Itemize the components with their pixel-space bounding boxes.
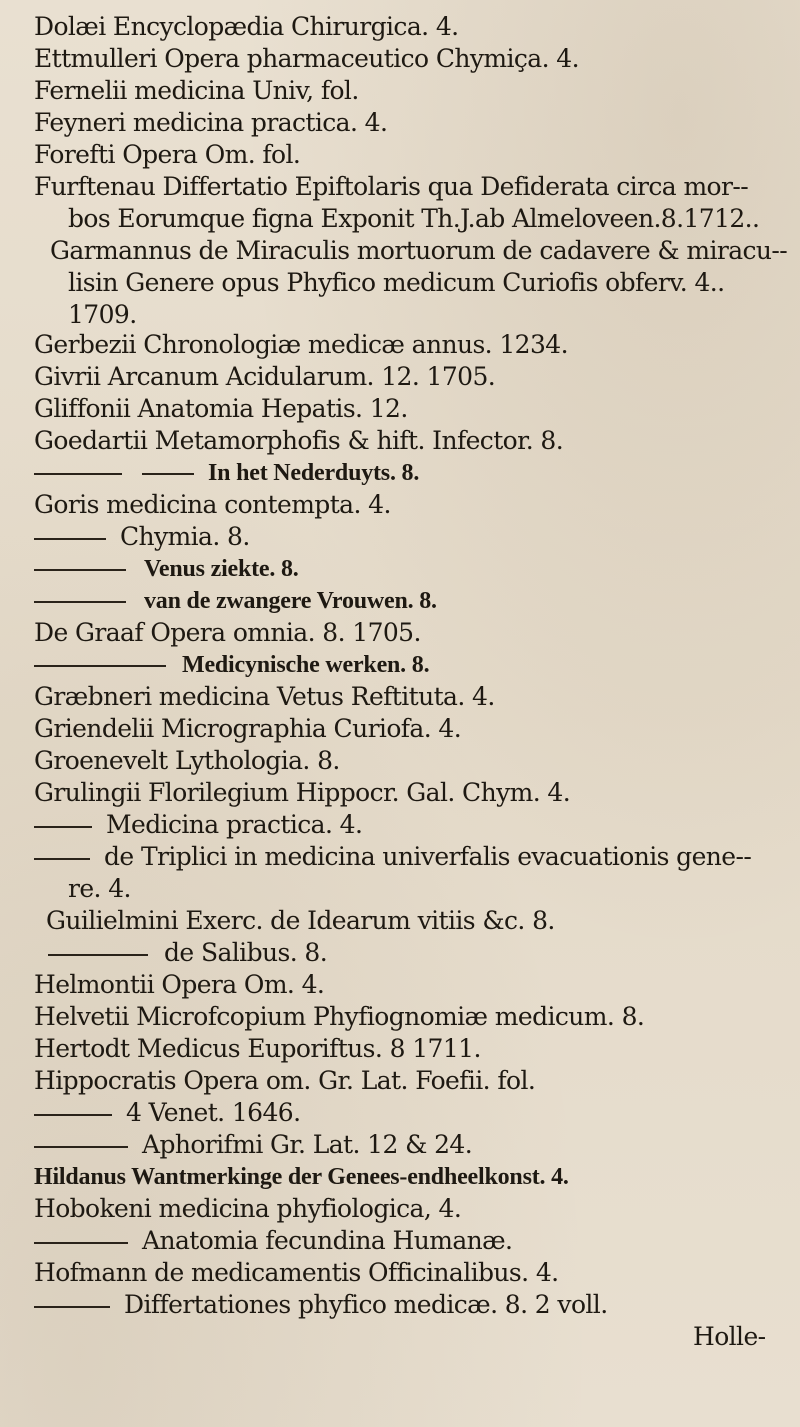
catalog-entry: Ettmulleri Opera pharmaceutico Chymiça. 4. bbox=[34, 44, 579, 73]
catalog-entry: Griendelii Micrographia Curiofa. 4. bbox=[34, 714, 462, 743]
catalog-entry-ditto: Differtationes phyfico medicæ. 8. 2 voll. bbox=[34, 1290, 608, 1320]
ditto-dash bbox=[34, 569, 126, 571]
ditto-dash bbox=[34, 826, 92, 828]
catalog-entry-ditto: Aphorifmi Gr. Lat. 12 & 24. bbox=[34, 1130, 472, 1160]
ditto-dash bbox=[34, 601, 126, 603]
catalog-entry: Hofmann de medicamentis Officinalibus. 4. bbox=[34, 1258, 559, 1287]
catalog-entry: Helvetii Microfcopium Phyfiognomiæ medicum. 8. bbox=[34, 1002, 645, 1031]
catalog-entry-ditto: Medicynische werken. 8. bbox=[34, 650, 429, 680]
catalog-entry: Garmannus de Miraculis mortuorum de cadavere & miracu-- bbox=[50, 236, 788, 265]
ditto-dash bbox=[34, 538, 106, 540]
ditto-dash bbox=[34, 665, 166, 667]
catalog-entry-ditto: de Salibus. 8. bbox=[34, 938, 327, 968]
catalog-entry: Furftenau Differtatio Epiftolaris qua Defiderata circa mor-- bbox=[34, 172, 749, 201]
catalog-entry: Forefti Opera Om. fol. bbox=[34, 140, 301, 169]
ditto-dash bbox=[48, 954, 148, 956]
ditto-dash bbox=[34, 473, 122, 475]
catalog-entry-ditto: Chymia. 8. bbox=[34, 522, 250, 552]
catalog-entry-ditto: In het Nederduyts. 8. bbox=[34, 458, 419, 488]
catalog-entry: Goedartii Metamorphofis & hift. Infector. 8. bbox=[34, 426, 564, 455]
catalog-entry: Gliffonii Anatomia Hepatis. 12. bbox=[34, 394, 408, 423]
catalog-entry-ditto: 4 Venet. 1646. bbox=[34, 1098, 300, 1128]
catalog-entry: Gerbezii Chronologiæ medicæ annus. 1234. bbox=[34, 330, 568, 359]
ditto-dash bbox=[34, 1242, 128, 1244]
catalog-entry: Feyneri medicina practica. 4. bbox=[34, 108, 388, 137]
catalog-entry: Grulingii Florilegium Hippocr. Gal. Chym. 4. bbox=[34, 778, 571, 807]
catalog-entry: Goris medicina contempta. 4. bbox=[34, 490, 391, 519]
catalog-entry-ditto: Medicina practica. 4. bbox=[34, 810, 362, 840]
catalog-entry-continuation: re. 4. bbox=[68, 874, 131, 903]
ditto-dash bbox=[34, 858, 90, 860]
catalog-entry: Hippocratis Opera om. Gr. Lat. Foefii. fol. bbox=[34, 1066, 536, 1095]
ditto-dash bbox=[34, 1146, 128, 1148]
catalog-entry: Guilielmini Exerc. de Idearum vitiis &c. 8. bbox=[46, 906, 555, 935]
catalog-entry: Helmontii Opera Om. 4. bbox=[34, 970, 325, 999]
catalog-entry: Hertodt Medicus Euporiftus. 8 1711. bbox=[34, 1034, 481, 1063]
catalog-entry: De Graaf Opera omnia. 8. 1705. bbox=[34, 618, 421, 647]
catalog-entry-ditto: Anatomia fecundina Humanæ. bbox=[34, 1226, 512, 1256]
catalog-entry: Groenevelt Lythologia. 8. bbox=[34, 746, 340, 775]
catalog-entry-continuation: lisin Genere opus Phyfico medicum Curiofis obferv. 4.. bbox=[68, 268, 725, 297]
catalog-entry-ditto: Venus ziekte. 8. bbox=[34, 554, 299, 584]
catalog-entry: Græbneri medicina Vetus Reftituta. 4. bbox=[34, 682, 495, 711]
catalog-entry: Givrii Arcanum Acidularum. 12. 1705. bbox=[34, 362, 496, 391]
catalog-entry: Dolæi Encyclopædia Chirurgica. 4. bbox=[34, 12, 459, 41]
catalog-entry-continuation: 1709. bbox=[68, 300, 137, 329]
catalog-entry: Fernelii medicina Univ, fol. bbox=[34, 76, 359, 105]
catalog-entry: Hildanus Wantmerkinge der Genees-endheelkonst. 4. bbox=[34, 1164, 569, 1190]
catchword: Holle- bbox=[693, 1322, 766, 1351]
catalog-entry: Hobokeni medicina phyfiologica, 4. bbox=[34, 1194, 462, 1223]
catalog-entry-ditto: de Triplici in medicina univerfalis evacuationis gene-- bbox=[34, 842, 751, 872]
ditto-dash bbox=[34, 1306, 110, 1308]
ditto-dash bbox=[142, 473, 194, 475]
ditto-dash bbox=[34, 1114, 112, 1116]
catalog-entry-continuation: bos Eorumque figna Exponit Th.J.ab Almeloveen.8.1712.. bbox=[68, 204, 760, 233]
catalog-entry-ditto: van de zwangere Vrouwen. 8. bbox=[34, 586, 437, 616]
